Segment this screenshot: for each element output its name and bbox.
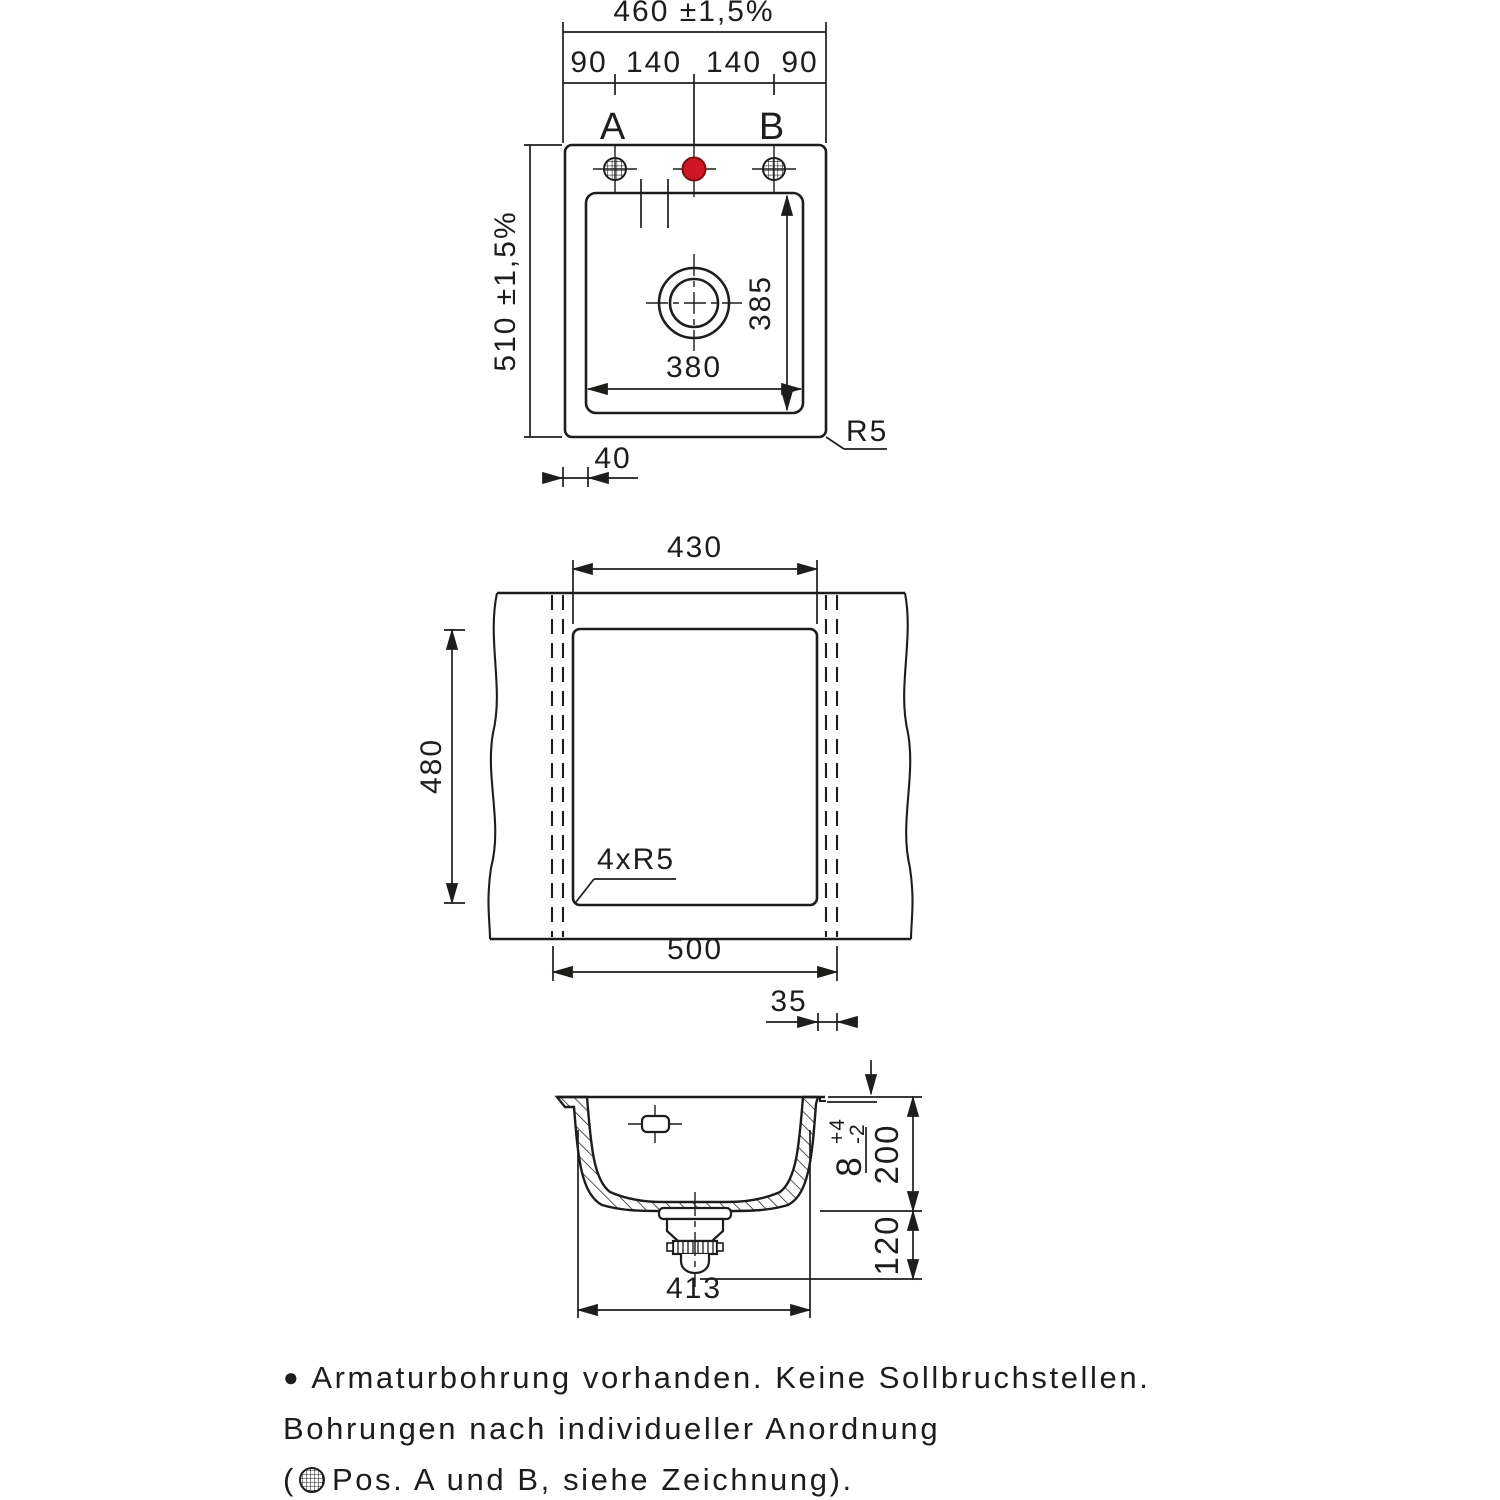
corner-radius-note: R5 xyxy=(846,415,889,448)
filled-circle-icon: ● xyxy=(283,1362,302,1392)
dim-seg-90-right: 90 xyxy=(781,46,819,79)
note-line-2 xyxy=(283,1403,1273,1454)
dim-overhang: 35 xyxy=(770,985,808,1018)
dim-rim-tol-minus: -2 xyxy=(846,1123,869,1144)
dim-rim-tol-plus: +4 xyxy=(826,1118,849,1144)
dim-depth: 200 xyxy=(868,1123,905,1185)
dim-rim-height: 8 xyxy=(830,1155,869,1177)
dim-min-width: 500 xyxy=(666,933,724,966)
hatched-hole-icon xyxy=(298,1466,326,1494)
dim-overall-width: 460 ±1,5% xyxy=(613,0,775,28)
dim-seg-140-right: 140 xyxy=(705,46,763,79)
dim-overall-height: 510 ±1,5% xyxy=(489,210,522,372)
top-view xyxy=(489,0,888,487)
section-view xyxy=(557,1060,922,1318)
note-line-3-text: Pos. A und B, siehe Zeichnung). xyxy=(331,1462,854,1497)
dim-rim-height-group xyxy=(826,1118,869,1177)
drain-opening xyxy=(646,254,742,351)
hole-a-label: A xyxy=(599,106,627,148)
dim-bottom-width: 413 xyxy=(665,1272,723,1305)
sink-wall-section xyxy=(557,1097,818,1211)
dim-seg-90-left: 90 xyxy=(570,46,608,79)
note-line-3 xyxy=(283,1454,1273,1500)
hole-b-label: B xyxy=(758,106,786,148)
notes-block xyxy=(283,1352,1273,1500)
hole-center-drilled xyxy=(673,145,716,197)
dim-drain-clearance: 120 xyxy=(868,1214,905,1276)
dim-rim-width: 40 xyxy=(594,442,632,475)
hole-a-hatched-icon xyxy=(604,158,626,180)
hole-center-red-icon xyxy=(683,158,706,181)
hole-b xyxy=(752,145,796,194)
note-line-1-text: Armaturbohrung vorhanden. Keine Sollbruchstellen. xyxy=(311,1360,1151,1395)
dim-basin-width: 380 xyxy=(665,351,723,384)
note-line-3-open: ( xyxy=(283,1462,296,1497)
cutout-corner-note: 4xR5 xyxy=(597,843,676,876)
break-line-right xyxy=(904,593,912,939)
note-line-1 xyxy=(283,1352,1273,1403)
dim-seg-140-left: 140 xyxy=(625,46,683,79)
break-line-left xyxy=(488,593,497,939)
dim-cutout-width: 430 xyxy=(666,531,724,564)
dim-basin-length: 385 xyxy=(744,274,777,332)
dim-cutout-height: 480 xyxy=(415,737,448,795)
cutout-view xyxy=(415,531,913,1031)
faucet-hole-symbol xyxy=(628,1105,682,1143)
note-line-2-text: Bohrungen nach individueller Anordnung xyxy=(283,1411,941,1446)
hole-a xyxy=(593,145,637,194)
hole-b-hatched-icon xyxy=(763,158,785,180)
